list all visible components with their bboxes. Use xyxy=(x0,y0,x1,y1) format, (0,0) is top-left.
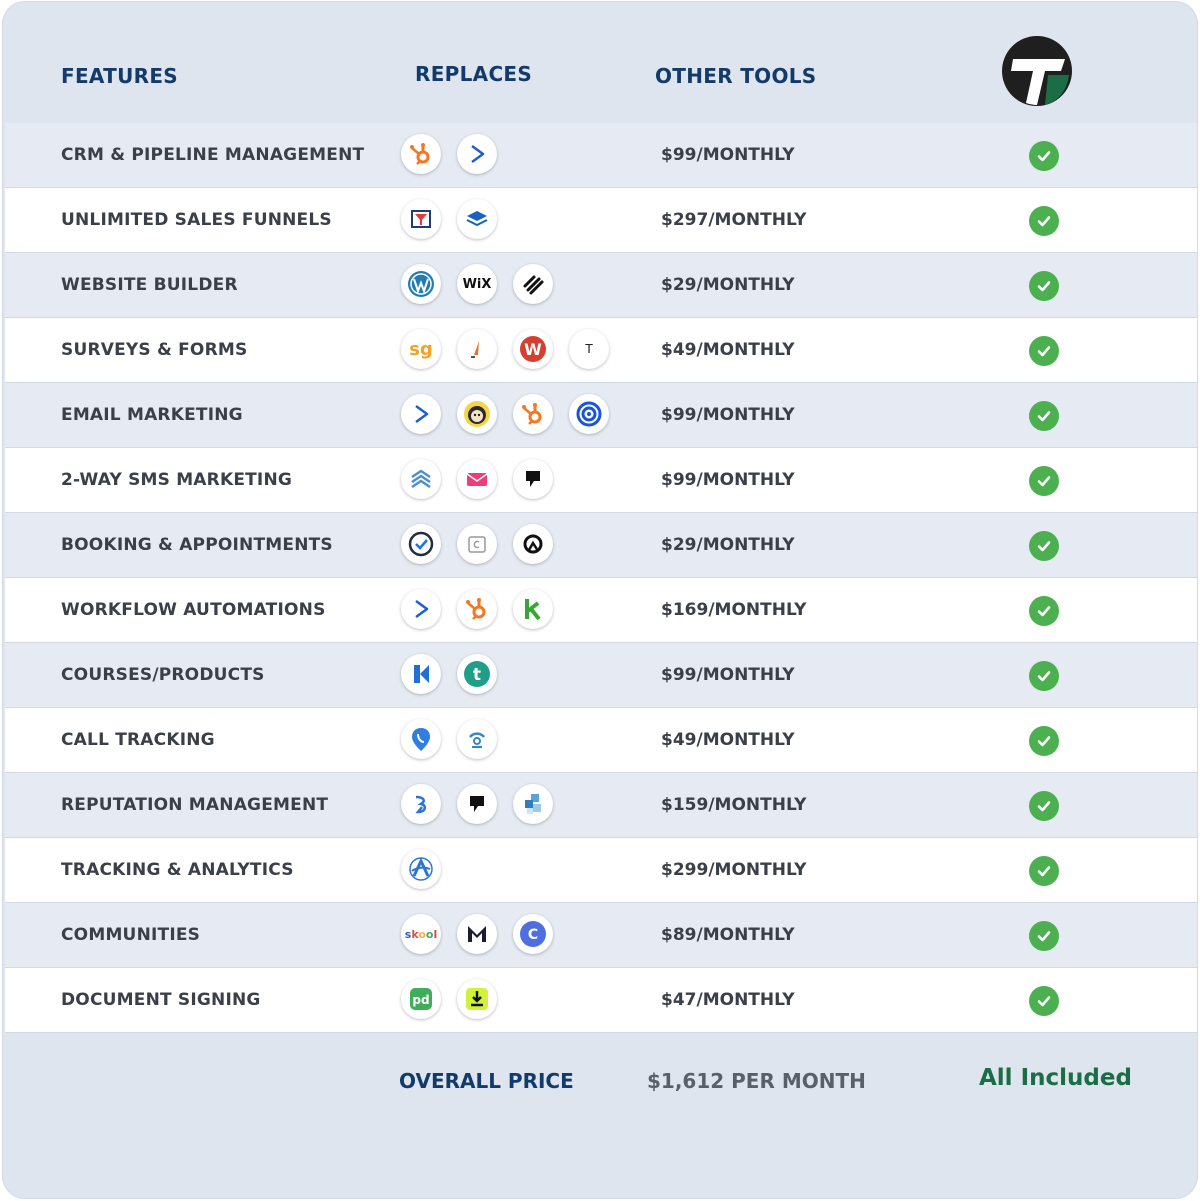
activecampaign-icon xyxy=(401,394,441,434)
check-icon xyxy=(1029,401,1059,431)
wordpress-icon xyxy=(401,264,441,304)
analytics-icon xyxy=(401,849,441,889)
replaced-tools xyxy=(401,589,553,631)
podium-icon xyxy=(513,459,553,499)
kajabi-icon xyxy=(401,654,441,694)
check-icon xyxy=(1029,726,1059,756)
other-tools-price: $99/MONTHLY xyxy=(661,470,795,490)
clickfunnels-icon xyxy=(401,199,441,239)
replaced-tools xyxy=(401,784,553,826)
feature-name: WORKFLOW AUTOMATIONS xyxy=(61,600,326,620)
constant-contact-icon xyxy=(569,394,609,434)
other-tools-price: $299/MONTHLY xyxy=(661,860,807,880)
replaced-tools xyxy=(401,914,553,956)
hubspot-icon xyxy=(457,589,497,629)
table-row xyxy=(5,838,1197,903)
feature-name: SURVEYS & FORMS xyxy=(61,340,248,360)
replaced-tools xyxy=(401,719,497,761)
check-icon xyxy=(1029,596,1059,626)
check-icon xyxy=(1029,141,1059,171)
header-replaces: REPLACES xyxy=(415,62,533,86)
feature-name: WEBSITE BUILDER xyxy=(61,275,238,295)
overall-price-label: OVERALL PRICE xyxy=(399,1069,574,1093)
svg-text:C: C xyxy=(527,927,539,943)
feature-name: CRM & PIPELINE MANAGEMENT xyxy=(61,145,365,165)
circle-icon xyxy=(513,914,553,954)
feature-name: UNLIMITED SALES FUNNELS xyxy=(61,210,332,230)
surveygizmo-icon: sg xyxy=(401,329,441,369)
brand-t-logo-icon xyxy=(1001,35,1073,107)
table-row xyxy=(5,968,1197,1033)
calendly-icon xyxy=(401,524,441,564)
wufoo-icon xyxy=(513,329,553,369)
table-row xyxy=(5,513,1197,578)
eztexting-icon xyxy=(401,459,441,499)
reputation-icon xyxy=(513,784,553,824)
check-icon xyxy=(1029,856,1059,886)
header-features: FEATURES xyxy=(61,64,178,88)
table-row xyxy=(5,383,1197,448)
other-tools-price: $297/MONTHLY xyxy=(661,210,807,230)
replaced-tools xyxy=(401,394,609,436)
table-row xyxy=(5,448,1197,513)
svg-text:t: t xyxy=(472,665,482,685)
replaced-tools xyxy=(401,134,497,176)
table-row xyxy=(5,123,1197,188)
feature-name: COURSES/PRODUCTS xyxy=(61,665,265,685)
check-icon xyxy=(1029,661,1059,691)
replaced-tools xyxy=(401,199,497,241)
hubspot-icon xyxy=(401,134,441,174)
other-tools-price: $99/MONTHLY xyxy=(661,665,795,685)
table-row xyxy=(5,188,1197,253)
feature-name: BOOKING & APPOINTMENTS xyxy=(61,535,333,555)
footer-summary xyxy=(3,1029,1197,1198)
skool-icon: skool xyxy=(401,914,441,954)
teachable-icon xyxy=(457,654,497,694)
other-tools-price: $159/MONTHLY xyxy=(661,795,807,815)
jotform-icon xyxy=(457,329,497,369)
replaced-tools xyxy=(401,849,441,891)
check-icon xyxy=(1029,531,1059,561)
feature-name: EMAIL MARKETING xyxy=(61,405,243,425)
feature-name: REPUTATION MANAGEMENT xyxy=(61,795,329,815)
replaced-tools xyxy=(401,264,553,306)
replaced-tools xyxy=(401,979,497,1021)
check-icon xyxy=(1029,336,1059,366)
other-tools-price: $169/MONTHLY xyxy=(661,600,807,620)
table-row xyxy=(5,643,1197,708)
header-other-tools: OTHER TOOLS xyxy=(655,64,817,88)
check-icon xyxy=(1029,921,1059,951)
pandadoc-icon xyxy=(401,979,441,1019)
leadpages-icon xyxy=(457,199,497,239)
table-header xyxy=(3,2,1197,123)
other-tools-price: $49/MONTHLY xyxy=(661,340,795,360)
keap-icon xyxy=(513,589,553,629)
replaced-tools xyxy=(401,329,609,371)
replaced-tools xyxy=(401,654,497,696)
typeform-icon: T xyxy=(569,329,609,369)
table-row xyxy=(5,773,1197,838)
table-row xyxy=(5,578,1197,643)
other-tools-price: $99/MONTHLY xyxy=(661,145,795,165)
svg-text:pd: pd xyxy=(412,993,430,1007)
check-icon xyxy=(1029,271,1059,301)
wix-icon: WiX xyxy=(457,264,497,304)
feature-name: 2-WAY SMS MARKETING xyxy=(61,470,293,490)
feature-table xyxy=(5,123,1197,1033)
feature-name: TRACKING & ANALYTICS xyxy=(61,860,294,880)
callrail-icon xyxy=(401,719,441,759)
other-tools-price: $89/MONTHLY xyxy=(661,925,795,945)
feature-name: COMMUNITIES xyxy=(61,925,201,945)
table-row xyxy=(5,318,1197,383)
overall-price-value: $1,612 PER MONTH xyxy=(647,1069,866,1093)
activecampaign-icon xyxy=(457,134,497,174)
comparison-card xyxy=(3,2,1197,1198)
table-row xyxy=(5,253,1197,318)
check-icon xyxy=(1029,986,1059,1016)
all-included-label: All Included xyxy=(979,1065,1132,1091)
mighty-networks-icon xyxy=(457,914,497,954)
podium-icon xyxy=(457,784,497,824)
other-tools-price: $29/MONTHLY xyxy=(661,275,795,295)
activecampaign-icon xyxy=(401,589,441,629)
feature-name: CALL TRACKING xyxy=(61,730,215,750)
check-icon xyxy=(1029,206,1059,236)
docusign-icon xyxy=(457,979,497,1019)
check-icon xyxy=(1029,466,1059,496)
other-tools-price: $47/MONTHLY xyxy=(661,990,795,1010)
calendar-icon xyxy=(457,524,497,564)
other-tools-price: $49/MONTHLY xyxy=(661,730,795,750)
mailchimp-icon xyxy=(457,394,497,434)
table-row xyxy=(5,903,1197,968)
squarespace-icon xyxy=(513,264,553,304)
other-tools-price: $99/MONTHLY xyxy=(661,405,795,425)
acuity-icon xyxy=(513,524,553,564)
feature-name: DOCUMENT SIGNING xyxy=(61,990,261,1010)
replaced-tools xyxy=(401,459,553,501)
simpletexting-icon xyxy=(457,459,497,499)
check-icon xyxy=(1029,791,1059,821)
hubspot-icon xyxy=(513,394,553,434)
other-tools-price: $29/MONTHLY xyxy=(661,535,795,555)
table-row xyxy=(5,708,1197,773)
replaced-tools xyxy=(401,524,553,566)
svg-text:W: W xyxy=(524,340,542,359)
birdeye-icon xyxy=(401,784,441,824)
calltrackingmetrics-icon xyxy=(457,719,497,759)
